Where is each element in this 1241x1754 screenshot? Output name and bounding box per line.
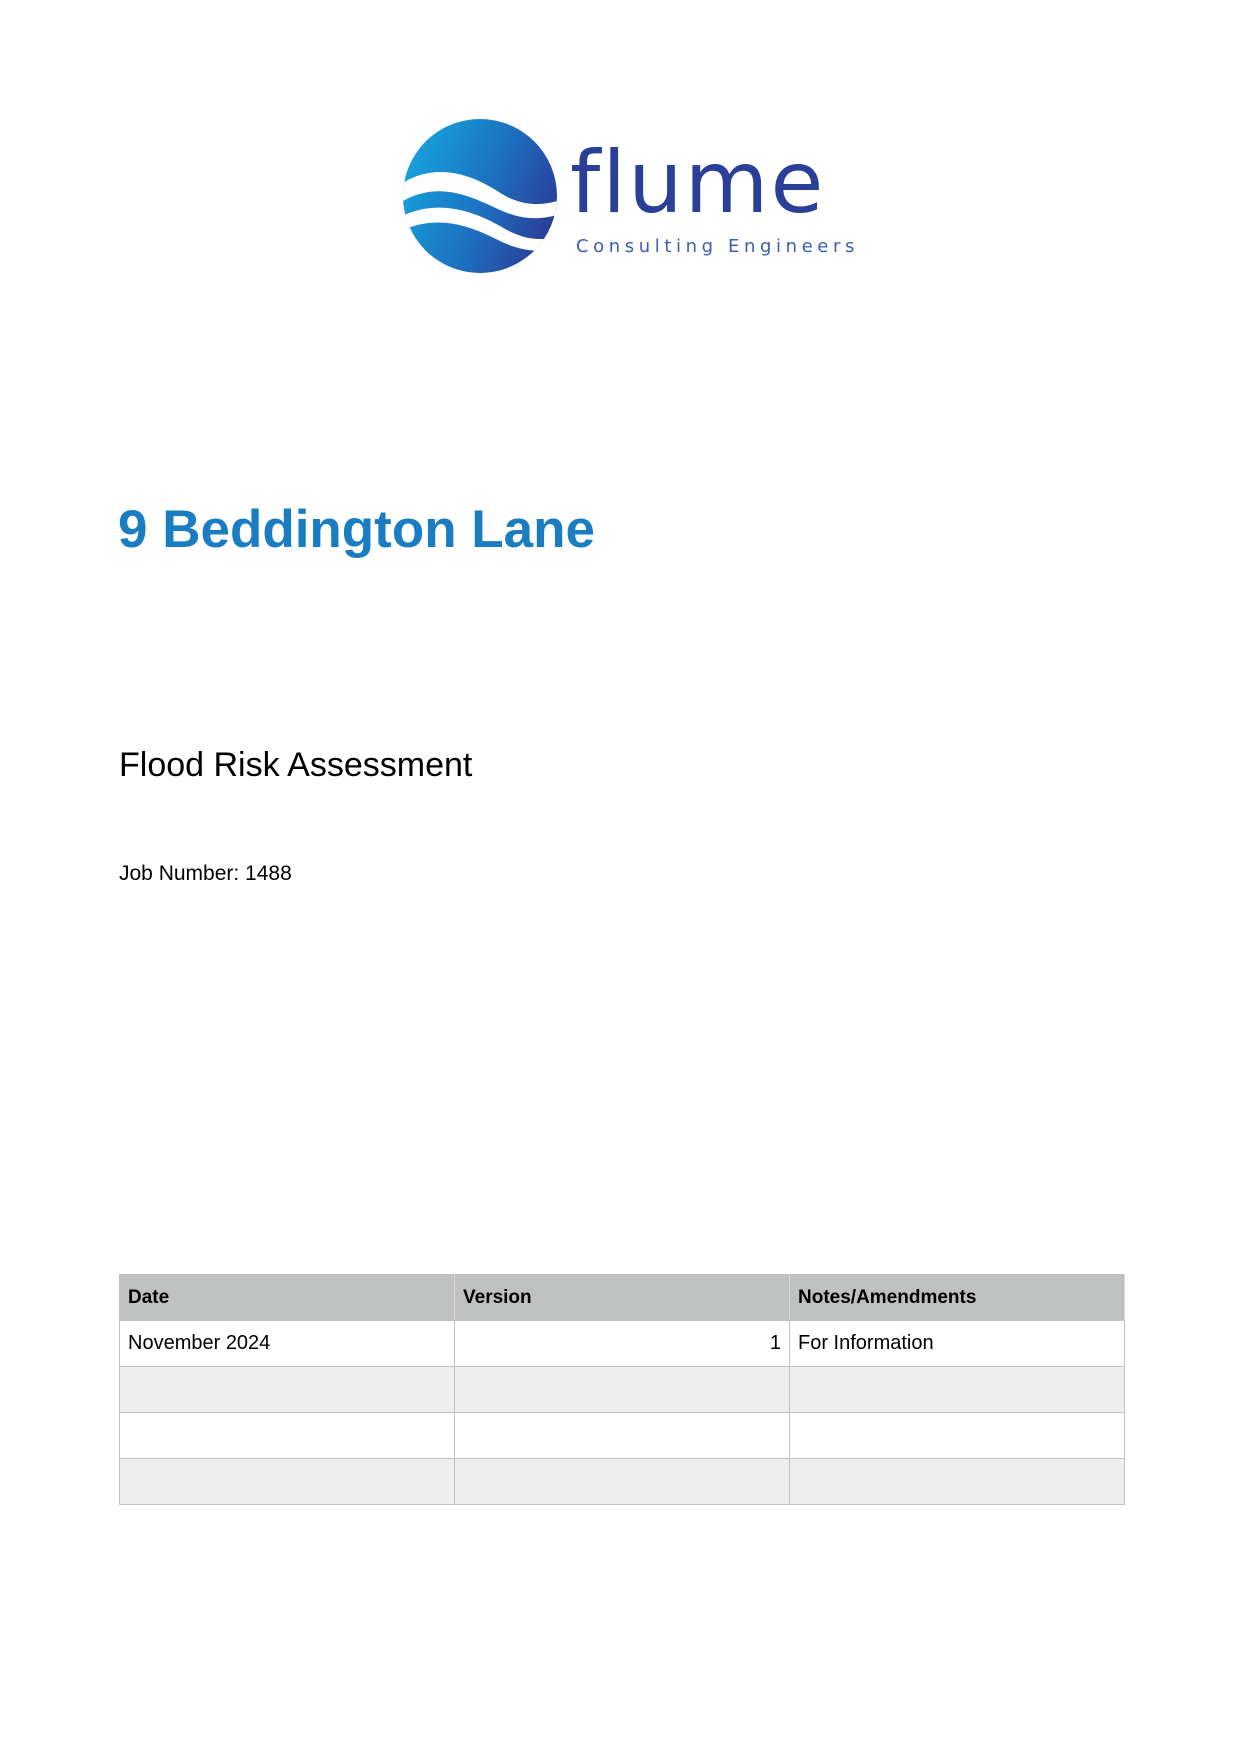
logo-wordmark: flume (570, 133, 826, 233)
date-cell (120, 1413, 455, 1459)
table-row (120, 1413, 1125, 1459)
column-header-notes: Notes/Amendments (790, 1275, 1125, 1321)
version-history-table (119, 1274, 1125, 1505)
site-title: 9 Beddington Lane (118, 500, 595, 559)
date-cell: November 2024 (120, 1321, 455, 1367)
table-row (120, 1459, 1125, 1505)
flume-logo (400, 116, 859, 276)
table-row (120, 1367, 1125, 1413)
column-header-date: Date (120, 1275, 455, 1321)
notes-cell (790, 1367, 1125, 1413)
date-cell (120, 1459, 455, 1505)
job-number: Job Number: 1488 (119, 862, 292, 885)
version-cell: 1 (455, 1321, 790, 1367)
notes-cell: For Information (790, 1321, 1125, 1367)
notes-cell (790, 1413, 1125, 1459)
version-cell (455, 1459, 790, 1505)
table-row (120, 1321, 1125, 1367)
column-header-version: Version (455, 1275, 790, 1321)
version-cell (455, 1367, 790, 1413)
version-cell (455, 1413, 790, 1459)
document-type: Flood Risk Assessment (119, 746, 473, 784)
logo-tagline: Consulting Engineers (576, 236, 859, 257)
wave-circle-icon (400, 116, 560, 276)
date-cell (120, 1367, 455, 1413)
notes-cell (790, 1459, 1125, 1505)
table-header-row (120, 1275, 1125, 1321)
